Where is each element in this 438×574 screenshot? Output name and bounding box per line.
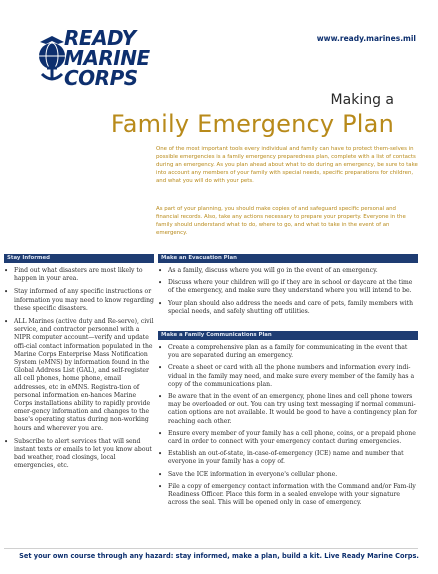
ready-marine-corps-logo bbox=[32, 26, 150, 98]
list-item: • Stay informed of any specific instructions or information you may need to know regarding these specific disasters. bbox=[4, 288, 154, 313]
evacuation-plan-column bbox=[158, 267, 420, 320]
logo-line-corps: CORPS bbox=[64, 66, 138, 90]
stay-informed-list bbox=[4, 267, 154, 471]
list-item: • Create a sheet or card with all the phone numbers and information every indi-vidual in the family may need, and make sure every member of the family has a copy of the communications plan. bbox=[158, 364, 420, 389]
list-item: • Be aware that in the event of an emergency, phone lines and cell phone towers may be overloaded or out. You can try using text messaging if normal communi-cation options are not available. It would be good to have a contingency plan for reaching each other. bbox=[158, 393, 420, 426]
section-header-communications-plan: Make a Family Communications Plan bbox=[158, 331, 418, 340]
communications-plan-list bbox=[158, 344, 420, 507]
logo-wordmark bbox=[64, 28, 150, 88]
intro-paragraph-1: One of the most important tools every individual and family can have to protect them-selves in possible emergencies is a family emergency preparedness plan, complete with a list of contacts during an emergency. As you plan ahead about what to do during an emergency, be sure to take into account any members of your family with special needs, specific preparations for children, and what you will do with your pets. bbox=[156, 146, 418, 184]
list-item: • Create a comprehensive plan as a family for communicating in the event that you are separated during an emergency. bbox=[158, 344, 420, 360]
list-item: • Discuss where your children will go if they are in school or daycare at the time of the emergency, and make sure they understand where you will intend to be. bbox=[158, 279, 420, 295]
communications-plan-column bbox=[158, 344, 420, 511]
page-title: Family Emergency Plan bbox=[110, 110, 394, 138]
list-item: • File a copy of emergency contact information with the Command and/or Fam-ily Readiness Officer. Place this form in a sealed envelope with your signature across the seal. This will be opened only in case of emergency. bbox=[158, 483, 420, 508]
evacuation-plan-list bbox=[158, 267, 420, 316]
list-item: • As a family, discuss where you will go in the event of an emergency. bbox=[158, 267, 420, 275]
list-item: • Your plan should also address the needs and care of pets, family members with special needs, and safely shutting off utilities. bbox=[158, 300, 420, 316]
site-url-link[interactable]: www.ready.marines.mil bbox=[316, 34, 416, 43]
intro-paragraph-2: As part of your planning, you should make copies of and safeguard specific personal and financial records. Also, take any actions necessary to prepare your property. Everyone in the family should understand what to do, where to go, and what to take in the event of an emergency. bbox=[156, 206, 406, 236]
list-item: • Find out what disasters are most likely to happen in your area. bbox=[4, 267, 154, 283]
list-item: • ALL Marines (active duty and Re-serve), civil service, and contractor personnel with a NIPR computer account—verify and update offi-cial contact information populated in the Marine Corps Enterprise Mass Notification System (eMNS) by information found in the Global Address List (GAL), and self-register all cell phones, home phone, email addresses, etc in eMNS. Registra-tion of personal information en-hances Marine Corps installations ability to rapidly provide emer-gency information and changes to the base's operating status during non-working hours and wherever you are. bbox=[4, 318, 154, 433]
footer-tagline: Set your own course through any hazard: stay informed, make a plan, build a kit. Live Ready Marine Corps. bbox=[19, 552, 419, 560]
list-item: • Establish an out-of-state, in-case-of-emergency (ICE) name and number that everyone in your family has a copy of. bbox=[158, 450, 420, 466]
list-item: • Ensure every member of your family has a cell phone, coins, or a prepaid phone card in order to connect with your emergency contact during emergencies. bbox=[158, 430, 420, 446]
list-item: • Save the ICE information in everyone's cellular phone. bbox=[158, 471, 420, 479]
list-item: • Subscribe to alert services that will send instant texts or emails to let you know about bad weather, road closings, local emergencies, etc. bbox=[4, 438, 154, 471]
section-header-stay-informed: Stay Informed bbox=[4, 254, 154, 263]
section-header-evacuation-plan: Make an Evacuation Plan bbox=[158, 254, 418, 263]
stay-informed-column bbox=[4, 267, 154, 476]
logo-line-marine: MARINE bbox=[64, 46, 150, 70]
page-subtitle: Making a bbox=[330, 92, 394, 108]
logo-line-ready: READY bbox=[64, 26, 136, 50]
footer-divider bbox=[4, 548, 418, 549]
